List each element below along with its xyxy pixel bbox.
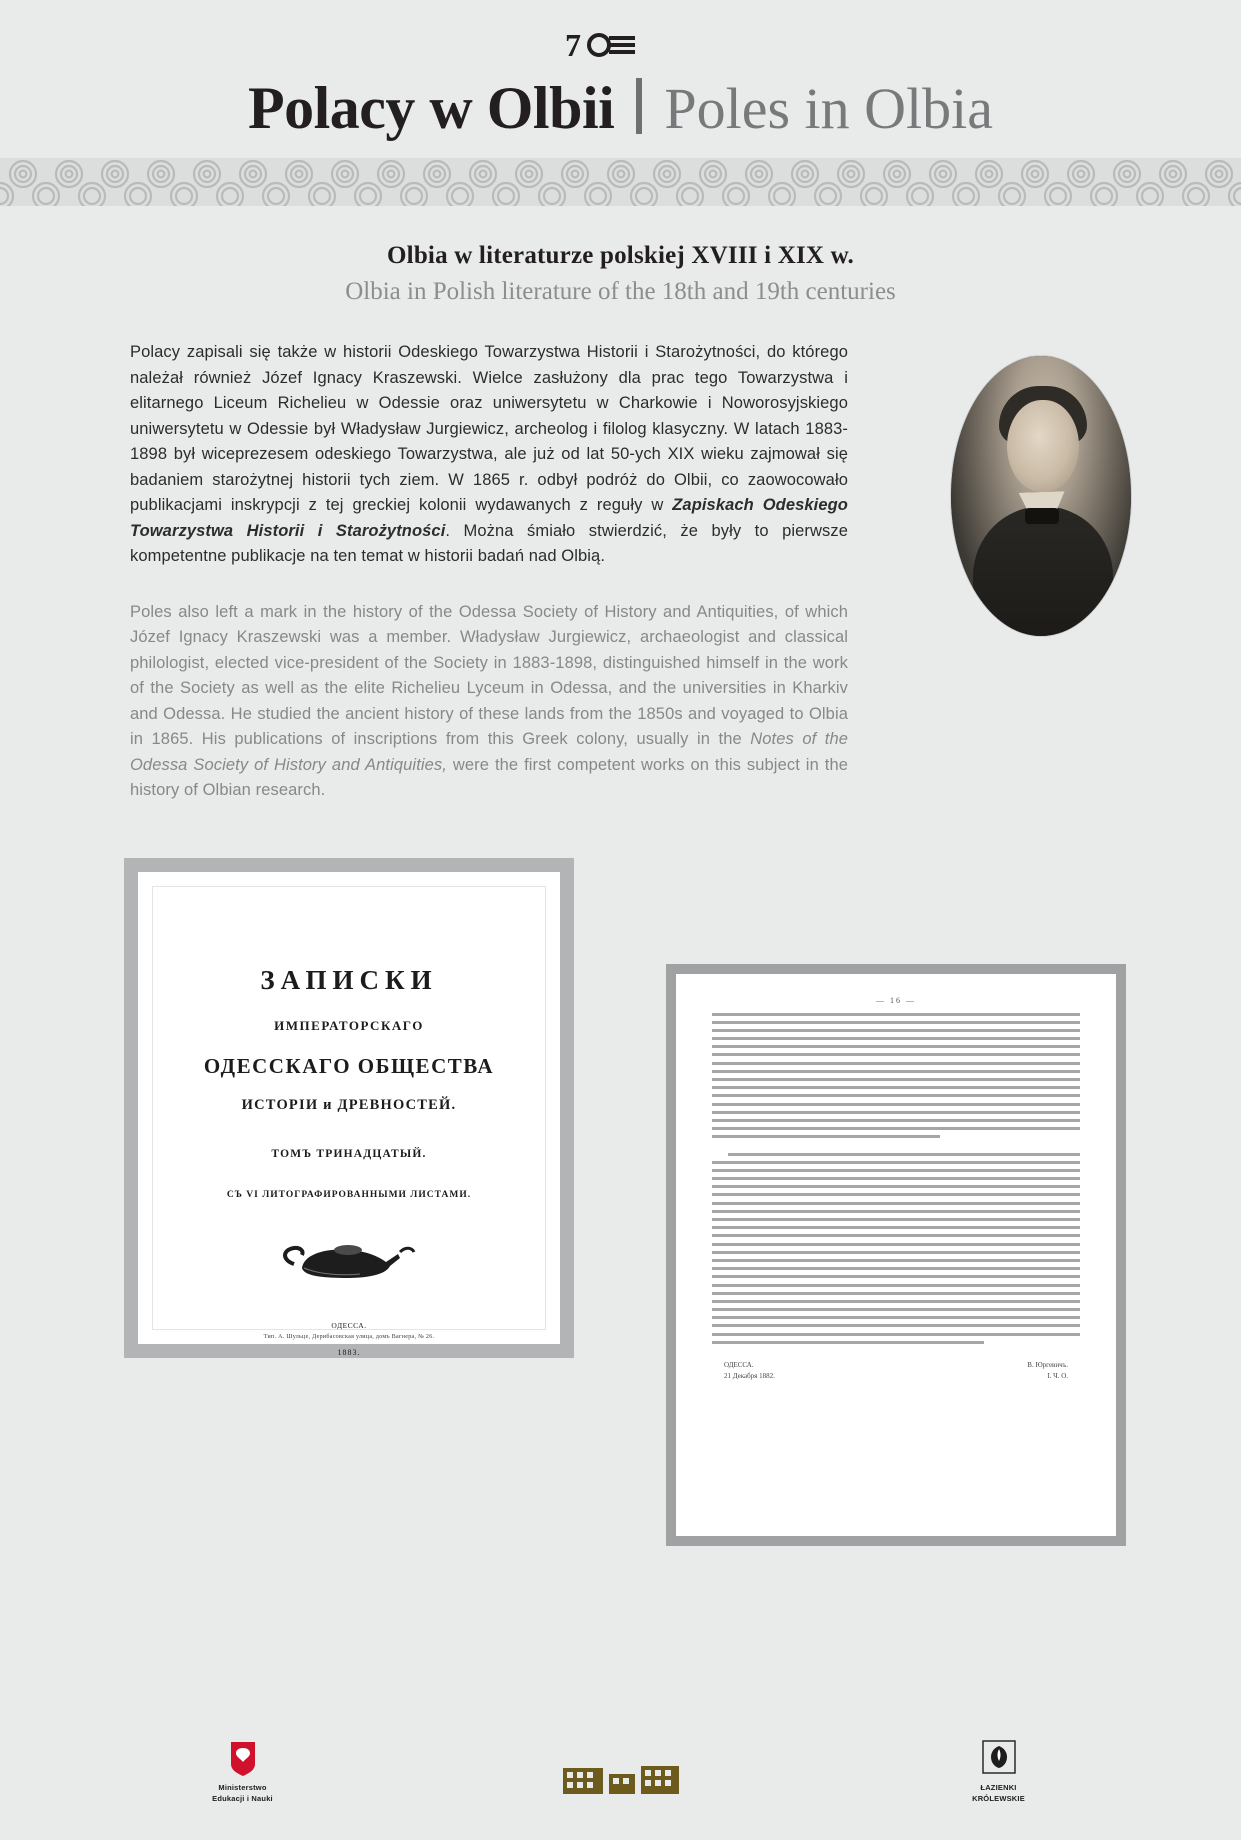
paragraph-english-part1: Poles also left a mark in the history of the Odessa Society of History and Antiquities, of which Józef Ignacy Kraszewski was a member. Władysław Jurgiewicz, archaeologist and classical philologist, elected vice-president of the Society in 1883-1898, distinguished himself in the work of the Society as well as the elite Richelieu Lyceum in Odessa, and the universities in Kharkiv and Odessa. He studied the ancient history of these lands from the 1850s and voyaged to Olbia in 1865. His publications of inscriptions from this Greek colony, usually in the — [130, 602, 848, 748]
titlepage-line6: СЪ VI ЛИТОГРАФИРОВАННЫМИ ЛИСТАМИ. — [226, 1189, 472, 1200]
lazienki-krolewskie-emblem-icon — [914, 1734, 1084, 1776]
institute-building-emblem-icon — [536, 1756, 706, 1798]
title-separator-icon — [636, 78, 642, 134]
titlepage-line2: ИМПЕРАТОРСКАГО — [274, 1017, 424, 1033]
scan-signature-right — [1027, 1360, 1068, 1382]
portrait-face — [1007, 400, 1079, 492]
anniversary-70-icon — [561, 26, 681, 66]
paragraph-polish-part1: Polacy zapisali się także w historii Odeskiego Towarzystwa Historii i Starożytności, do którego należał również Józef Ignacy Kraszewski. Wielce zasłużony dla prac tego Towarzystwa i elitarnego Liceum Richelieu w Odessie oraz uniwersytetu w Charkowie i Noworosyjskiego uniwersytetu w Odessie był Władysław Jurgiewicz, archeolog i filolog klasyczny. W latach 1883-1898 był wiceprezesem odeskiego Towarzystwa, ale już od lat 50-ych XIX wieku zajmował się badaniem starożytnej historii tych ziem. W 1865 r. odbył podróż do Olbii, co zaowocowało publikacjami inskrypcji z tej greckiej kolonii wydawanych z reguły w — [130, 343, 848, 514]
titlepage-line5: ТОМЪ ТРИНАДЦАТЫЙ. — [271, 1147, 427, 1160]
portrait-coat — [973, 506, 1113, 636]
footer-caption-ministry: Ministerstwo Edukacji i Nauki — [212, 1782, 273, 1803]
scan-text-block-2 — [698, 1153, 1094, 1344]
antique-oil-lamp-icon — [274, 1224, 424, 1291]
polish-eagle-emblem-icon — [158, 1734, 328, 1776]
text-column — [130, 340, 848, 804]
paragraph-english-part2: were the first competent works on this subject in the history of Olbian research. — [130, 755, 848, 799]
footer-caption-lazienki: ŁAZIENKI KRÓLEWSKIE — [972, 1782, 1025, 1803]
content-area — [0, 340, 1241, 804]
portrait-frame — [951, 356, 1131, 636]
scan-signature-date: 21 Декабря 1882. — [724, 1372, 775, 1380]
titlepage-imprint-year: 1883. — [337, 1347, 361, 1357]
paragraph-polish — [130, 340, 848, 570]
paragraph-english — [130, 600, 848, 804]
image-plates — [0, 844, 1241, 1404]
footer-item-institute — [536, 1756, 706, 1804]
plate-scanned-page-inner — [698, 996, 1094, 1514]
book-title-page — [153, 887, 545, 1357]
portrait-bowtie — [1025, 508, 1059, 524]
svg-text:7: 7 — [564, 27, 581, 63]
scan-signature-author: В. Юргевичъ. — [1027, 1360, 1068, 1369]
scan-signature-row — [698, 1360, 1094, 1382]
titlepage-line3: ОДЕССКАГО ОБЩЕСТВА — [203, 1053, 495, 1078]
scan-signature-city: ОДЕССА. — [724, 1360, 754, 1369]
poster-header — [0, 0, 1241, 140]
page-title-en: Poles in Olbia — [664, 76, 993, 141]
subtitle-en: Olbia in Polish literature of the 18th and 19th centuries — [345, 278, 896, 305]
page-title-pl: Polacy w Olbii — [247, 75, 615, 141]
ornament-band — [0, 158, 1241, 206]
scan-page-number: — 16 — — [876, 995, 916, 1005]
subtitle-block — [0, 242, 1241, 306]
poster-title — [0, 72, 1241, 140]
subtitle-pl: Olbia w literaturze polskiej XVIII i XIX w. — [387, 242, 854, 269]
paragraph-english-italic: Notes of the Odessa Society of History and Antiquities, — [130, 730, 848, 774]
titlepage-line4: ИСТОРІИ и ДРЕВНОСТЕЙ. — [241, 1096, 457, 1113]
scan-text-block-1 — [698, 1013, 1094, 1139]
footer-logos — [0, 1734, 1241, 1805]
paragraph-polish-part2: . Można śmiało stwierdzić, że były to pierwsze kompetentne publikacje na ten temat w historii badań nad Olbią. — [130, 521, 848, 565]
footer-item-ministry — [158, 1734, 328, 1805]
scan-signature-left — [724, 1360, 775, 1382]
titlepage-line1: ЗАПИСКИ — [260, 964, 438, 995]
plate-scanned-page — [666, 964, 1126, 1546]
paragraph-polish-italic: Zapiskach Odeskiego Towarzystwa Historii i Starożytności — [130, 496, 848, 540]
footer-item-lazienki — [914, 1734, 1084, 1805]
titlepage-imprint-city: ОДЕССА. — [331, 1320, 367, 1330]
plate-title-page — [124, 858, 574, 1358]
scan-signature-initials: I. Ч. О. — [1047, 1372, 1068, 1380]
portrait-of-wladyslaw-jurgiewicz — [951, 356, 1131, 636]
plate-title-page-inner — [152, 886, 546, 1357]
titlepage-imprint-printer: Тип. А. Шульце, Дерибасовская улица, домъ Вагнера, № 26. — [263, 1333, 435, 1340]
